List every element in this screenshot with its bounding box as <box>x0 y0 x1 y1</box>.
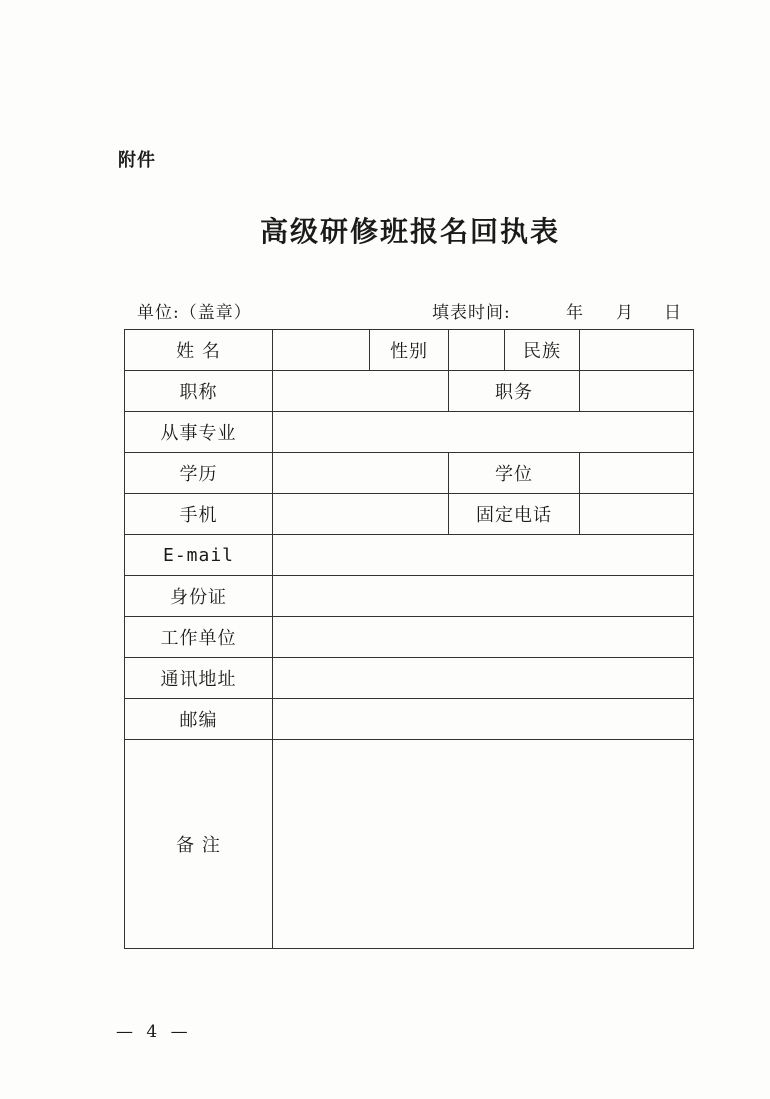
remarks-field[interactable] <box>273 740 694 949</box>
landline-field[interactable] <box>580 494 694 535</box>
employer-field[interactable] <box>273 617 694 658</box>
form-row-phone <box>125 494 694 535</box>
landline-label: 固定电话 <box>449 494 580 535</box>
address-label: 通讯地址 <box>125 658 273 699</box>
form-row-employer <box>125 617 694 658</box>
fill-time-label: 填表时间: <box>432 303 511 323</box>
form-row-title <box>125 371 694 412</box>
mobile-label: 手机 <box>125 494 273 535</box>
degree-field[interactable] <box>580 453 694 494</box>
form-row-id <box>125 576 694 617</box>
registration-form-table <box>124 329 694 949</box>
form-row-email <box>125 535 694 576</box>
title-field[interactable] <box>273 371 449 412</box>
email-field[interactable] <box>273 535 694 576</box>
id-field[interactable] <box>273 576 694 617</box>
remarks-label: 备 注 <box>125 740 273 949</box>
education-field[interactable] <box>273 453 449 494</box>
form-row-remarks <box>125 740 694 949</box>
form-row-postcode <box>125 699 694 740</box>
employer-label: 工作单位 <box>125 617 273 658</box>
form-row-name <box>125 330 694 371</box>
month-label: 月 <box>616 303 633 323</box>
email-label: E-mail <box>125 535 273 576</box>
gender-label: 性别 <box>370 330 449 371</box>
gender-field[interactable] <box>449 330 505 371</box>
position-label: 职务 <box>449 371 580 412</box>
name-label: 姓 名 <box>125 330 273 371</box>
form-row-major <box>125 412 694 453</box>
position-field[interactable] <box>580 371 694 412</box>
form-title: 高级研修班报名回执表 <box>259 215 560 248</box>
unit-stamp-label: 单位:（盖章） <box>137 303 252 323</box>
major-label: 从事专业 <box>125 412 273 453</box>
postcode-field[interactable] <box>273 699 694 740</box>
id-label: 身份证 <box>125 576 273 617</box>
form-row-education <box>125 453 694 494</box>
postcode-label: 邮编 <box>125 699 273 740</box>
mobile-field[interactable] <box>273 494 449 535</box>
ethnicity-field[interactable] <box>580 330 694 371</box>
education-label: 学历 <box>125 453 273 494</box>
day-label: 日 <box>664 303 681 323</box>
page-number: — 4 — <box>116 1022 192 1042</box>
title-label: 职称 <box>125 371 273 412</box>
major-field[interactable] <box>273 412 694 453</box>
name-field[interactable] <box>273 330 370 371</box>
form-row-address <box>125 658 694 699</box>
address-field[interactable] <box>273 658 694 699</box>
degree-label: 学位 <box>449 453 580 494</box>
year-label: 年 <box>566 303 583 323</box>
attachment-label: 附件 <box>118 150 156 171</box>
ethnicity-label: 民族 <box>505 330 580 371</box>
